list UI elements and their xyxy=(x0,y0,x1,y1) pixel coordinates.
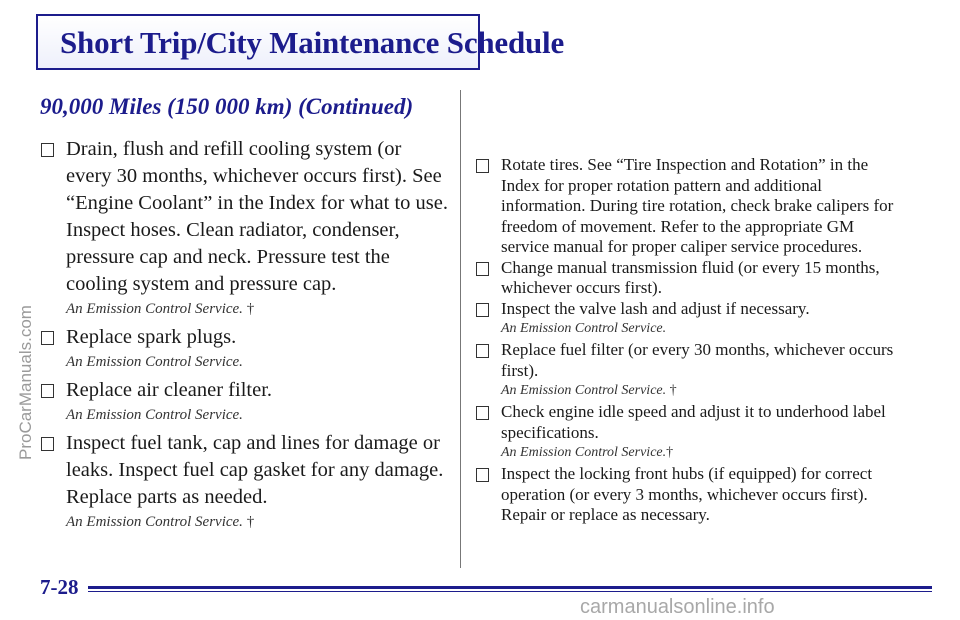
checkbox-icon xyxy=(476,303,489,317)
checklist-item xyxy=(475,340,905,400)
checklist-item xyxy=(40,430,448,533)
checkbox-icon xyxy=(41,143,54,157)
dagger-mark: † xyxy=(246,514,255,530)
emission-note: An Emission Control Service. xyxy=(66,407,243,423)
footer-rule xyxy=(88,586,932,589)
item-text: Drain, flush and refill cooling system (or every 30 months, whichever occurs first). See “Engine Coolant” in the Index for what to use. Inspect hoses. Clean radiator, condenser, pressure cap and neck. Pressure test the cooling system and pressure cap. xyxy=(66,138,448,295)
emission-note: An Emission Control Service. † xyxy=(501,383,677,398)
checkbox-icon xyxy=(476,159,489,173)
checklist-item xyxy=(475,258,905,299)
emission-note: An Emission Control Service. xyxy=(66,354,243,370)
page-number: 7-28 xyxy=(40,575,79,599)
checkbox-icon xyxy=(41,331,54,345)
mileage-subheading: 90,000 Miles (150 000 km) (Continued) xyxy=(40,94,414,119)
footer-rule-thin xyxy=(88,591,932,592)
item-text: Inspect fuel tank, cap and lines for damage or leaks. Inspect fuel cap gasket for any damage. Replace parts as needed. xyxy=(66,432,444,508)
item-text: Change manual transmission fluid (or every 15 months, whichever occurs first). xyxy=(501,257,880,297)
emission-note: An Emission Control Service. † xyxy=(66,301,255,317)
section-title-box xyxy=(36,14,565,70)
item-text: Inspect the locking front hubs (if equipped) for correct operation (or every 3 months, whichever occurs first). Repair or replace as necessary. xyxy=(501,464,873,524)
item-text: Rotate tires. See “Tire Inspection and Rotation” in the Index for proper rotation pattern and additional information. During tire rotation, check brake calipers for freedom of movement. Refer to the appropriate GM service manual for proper caliper service procedures. xyxy=(501,155,894,256)
dagger-mark: † xyxy=(246,301,255,317)
checkbox-icon xyxy=(476,262,489,276)
bottom-watermark: carmanualsonline.info xyxy=(580,596,775,618)
checklist-item xyxy=(475,155,905,258)
checkbox-icon xyxy=(41,384,54,398)
item-text: Replace fuel filter (or every 30 months, whichever occurs first). xyxy=(501,340,894,380)
checklist-item xyxy=(475,299,905,339)
dagger-mark: † xyxy=(666,445,674,460)
checklist-item xyxy=(475,402,905,462)
page-title: Short Trip/City Maintenance Schedule xyxy=(60,25,565,60)
item-text: Check engine idle speed and adjust it to underhood label specifications. xyxy=(501,402,886,442)
item-text: Inspect the valve lash and adjust if necessary. xyxy=(501,298,810,318)
emission-note: An Emission Control Service.† xyxy=(501,445,674,460)
emission-note: An Emission Control Service. xyxy=(501,321,667,336)
checkbox-icon xyxy=(476,406,489,420)
checklist-item xyxy=(475,464,905,526)
emission-note: An Emission Control Service. † xyxy=(66,514,255,530)
dagger-mark: † xyxy=(669,383,677,398)
checklist-item xyxy=(40,324,448,373)
checklist-item xyxy=(40,136,448,320)
checkbox-icon xyxy=(476,468,489,482)
column-divider xyxy=(460,90,461,568)
checkbox-icon xyxy=(41,437,54,451)
right-column xyxy=(475,155,905,526)
checkbox-icon xyxy=(476,344,489,358)
side-watermark: ProCarManuals.com xyxy=(16,305,35,460)
checklist-item xyxy=(40,377,448,426)
item-text: Replace spark plugs. xyxy=(66,326,237,348)
item-text: Replace air cleaner filter. xyxy=(66,379,273,401)
left-column xyxy=(40,136,448,537)
